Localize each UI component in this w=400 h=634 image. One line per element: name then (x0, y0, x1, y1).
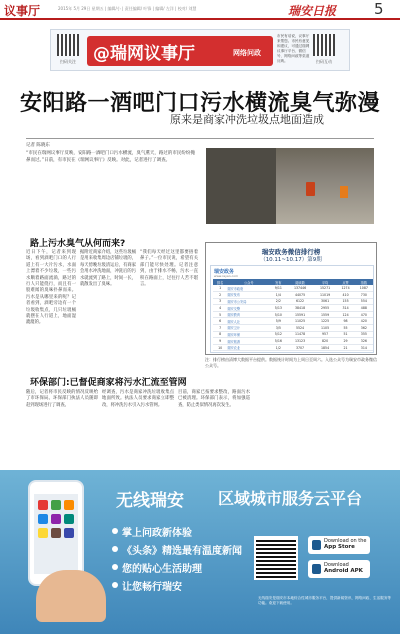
ranking-account-name: 瑞安环保 (227, 331, 270, 338)
ranking-account-name: 瑞安市公安局 (227, 298, 270, 305)
android-small: Download (324, 562, 349, 568)
ranking-cell: 9/11 (270, 285, 286, 292)
ranking-cell: 470 (355, 311, 373, 318)
ranking-cell: 5/12 (270, 331, 286, 338)
bullet-icon (112, 582, 118, 588)
section1-title: 路上污水臭气从何而来? (30, 239, 126, 249)
ranking-cell: 5/9 (270, 318, 286, 325)
section2-col1: 随后，记者将市民反映的情况反映给了市环保局。环保部门执法人员随即赶到现场进行了调查。 (26, 390, 98, 408)
ranking-cell: 6 (213, 318, 227, 325)
qr-caption-right: 扫码互动 (316, 59, 332, 64)
issue-meta: 2015年 5月 29日 星期五 | 编辑/小 | 责任编辑/ 叶锋 | 编辑/ 左洋 | 校对/ 刘慧 (58, 6, 197, 11)
ranking-row (213, 298, 373, 305)
section1-col1: 近日下午，记者来到现场，看到酒吧门口的人行道上有一大片污水，水面上漂着不少垃圾，一些污水顺着路面流淌，路过的行人只能绕行，而且有一股难闻的臭味扑鼻而来。污水是从哪里来的呢？记者看到，酒吧旁边有一个垃圾收集点，几只垃圾桶就摆在人行道上，地面湿漉漉的。 (26, 250, 76, 326)
banner-blurb: 市民有话说，议事厅来帮您。市民有意见和建议，可通过瑞网议事厅平台、微信号、网络问政等渠道反映。 (277, 34, 310, 63)
qr-code-icon (57, 34, 79, 56)
wechat-ranking-box (205, 242, 377, 355)
ranking-cell: 124 (336, 311, 354, 318)
ranking-row (213, 331, 373, 338)
page-header (0, 0, 400, 20)
section1-col3: “我们每天经过这里都要捂着鼻子。”一位市民说，希望有关部门能尽快处理。记者注意到，由于排水不畅，污水一直积在路面上，过往行人苦不堪言。 (140, 250, 198, 288)
ranking-row (213, 325, 373, 332)
ranking-cell: 4 (213, 305, 227, 312)
ad-footer-text: 无线瑞安是瑞安市本地综合性城市服务平台，提供新闻资讯、网络问政、生活服务等功能。欢迎下载使用。 (258, 596, 391, 606)
divider (26, 138, 374, 139)
page-number: 5 (374, 0, 384, 18)
section2-col2: 经调查，污水是商家冲洗垃圾收集点地面所致。执法人员要求商家立即整改，将冲洗污水引入污水管网。 (102, 390, 174, 408)
ranking-cell: 3707 (286, 344, 313, 351)
ranking-cell: 326 (355, 338, 373, 345)
ranking-row (213, 311, 373, 318)
ranking-cell: 1087 (355, 285, 373, 292)
ranking-row (213, 292, 373, 299)
ad-title-brand: 无线瑞安 (116, 491, 184, 511)
hand-illustration (36, 570, 106, 622)
ranking-column-header: 点赞 (336, 279, 354, 285)
section2-title: 环保部门:已督促商家将污水汇流至管网 (30, 378, 187, 388)
banner-logo-text: @瑞网议事厅 (93, 44, 195, 64)
ranking-cell: 5 (213, 311, 227, 318)
ranking-cell: 7 (213, 325, 227, 332)
app-store-label: App Store (324, 544, 355, 550)
ranking-cell: 3 (213, 298, 227, 305)
article-headline: 安阳路一酒吧门口污水横流臭气弥漫 (19, 91, 380, 116)
ranking-cell: 98 (336, 318, 354, 325)
ranking-cell: 1/2 (270, 344, 286, 351)
ranking-cell: 11478 (286, 331, 313, 338)
ranking-cell: 29 (336, 338, 354, 345)
ranking-cell: 15271 (314, 285, 337, 292)
ranking-note: 注：排行榜由清博大数据平台提供。数据统计时间为上周日至周六。入选公众号为瑞安市政务微信公众号。 (205, 357, 377, 368)
ad-feature: 您的贴心生活助理 (122, 564, 202, 575)
ranking-cell: 8 (213, 331, 227, 338)
ranking-cell: 488 (355, 305, 373, 312)
bullet-icon (112, 528, 118, 534)
qr-code-icon (313, 34, 335, 56)
qr-caption-left: 扫码关注 (60, 59, 76, 64)
ranking-cell: 55 (336, 325, 354, 332)
ranking-cell: 410 (336, 292, 354, 299)
ranking-cell: 1105 (314, 325, 337, 332)
ranking-row (213, 318, 373, 325)
ranking-cell: 44075 (286, 292, 313, 299)
ranking-period: （10.11~10.17）第9期 (260, 257, 322, 263)
ranking-cell: 1 (213, 285, 227, 292)
ranking-cell: 51 (336, 331, 354, 338)
ranking-cell: 6122 (286, 298, 313, 305)
article-intro: “市民在瑞网议事厅反映，安阳路一酒吧门口污水横流，臭气熏天，路过的市民纷纷掩鼻而过。”日前，有市民在《瑞网议事厅》反映。对此，记者进行了调查。 (26, 151, 195, 163)
photo-wall (206, 148, 276, 224)
ranking-cell: 5524 (286, 325, 313, 332)
ranking-cell: 38418 (286, 305, 313, 312)
ranking-cell: 2955 (314, 305, 337, 312)
ranking-cell: 355 (355, 331, 373, 338)
ranking-cell: 11019 (314, 292, 337, 299)
ranking-title: 瑞安政务微信排行榜 (261, 248, 321, 256)
ranking-cell: 314 (336, 305, 354, 312)
ranking-account-name: 瑞安发布 (227, 292, 270, 299)
app-store-button[interactable] (308, 536, 370, 554)
ranking-cell: 1854 (314, 344, 337, 351)
newspaper-brand: 瑞安日报 (288, 4, 337, 18)
ad-title-main: 区域城市服务云平台 (218, 489, 363, 508)
ranking-table (213, 279, 373, 351)
ranking-row (213, 338, 373, 345)
ranking-cell: 314 (355, 344, 373, 351)
section-title: 议事厅 (4, 4, 41, 18)
ranking-cell: 155 (336, 298, 354, 305)
ranking-row (213, 344, 373, 351)
ranking-row (213, 305, 373, 312)
ranking-cell: 5/10 (270, 311, 286, 318)
ranking-account-name: 瑞安市政府 (227, 285, 270, 292)
ad-feature: 让您畅行瑞安 (122, 582, 182, 593)
article-byline: 记者 陈晓东 (26, 143, 50, 148)
ranking-logo: 瑞安政务 (214, 269, 235, 275)
ranking-column-header: 发布 (270, 279, 286, 285)
ranking-cell: 1/4 (270, 292, 286, 299)
ranking-cell: 3061 (314, 298, 337, 305)
photo-bucket (306, 182, 315, 196)
ranking-cell: 15591 (286, 311, 313, 318)
ruiwang-banner[interactable] (50, 29, 350, 71)
ranking-cell: 5/13 (270, 305, 286, 312)
ranking-cell: 10 (213, 344, 227, 351)
ranking-account-name: 瑞安旅游 (227, 338, 270, 345)
ranking-panel (210, 265, 374, 353)
ranking-cell: 1225 (314, 318, 337, 325)
photo-cone (340, 186, 348, 198)
ranking-cell: 2 (213, 292, 227, 299)
ranking-cell: 420 (355, 318, 373, 325)
phone-screen (34, 494, 78, 574)
ranking-column-header: 公众号 (227, 279, 270, 285)
app-store-small: Download on the (324, 538, 367, 544)
ranking-column-header: 排名 (213, 279, 227, 285)
ranking-account-name: 瑞安交警 (227, 305, 270, 312)
advertisement[interactable] (0, 470, 400, 634)
ranking-cell: 730 (355, 292, 373, 299)
ranking-account-name: 瑞安人社 (227, 318, 270, 325)
ranking-cell: 362 (355, 325, 373, 332)
bullet-icon (112, 546, 118, 552)
article-subhead: 原来是商家冲洗垃圾点地面造成 (170, 113, 324, 126)
section1-col2: 据附近商家介绍，这些垃圾桶是用来收集周边店铺垃圾的，每天傍晚垃圾清运后，有商家会用水冲洗地面，冲洗后的污水就流到了路上，时间一长，就散发出了臭味。 (80, 250, 136, 288)
android-download-button[interactable] (308, 560, 370, 578)
article-photo (206, 148, 374, 224)
ranking-cell: 3/5 (270, 325, 286, 332)
bullet-icon (112, 564, 118, 570)
ranking-column-header: 平均 (314, 279, 337, 285)
ranking-account-name: 瑞安教育 (227, 311, 270, 318)
banner-logo-sub: 网络问政 (233, 49, 261, 57)
ranking-cell: 554 (355, 298, 373, 305)
ranking-row (213, 285, 373, 292)
ranking-cell: 13123 (286, 338, 313, 345)
ranking-account-name: 瑞安卫计 (227, 325, 270, 332)
ranking-cell: 5/16 (270, 338, 286, 345)
ad-feature: 《头条》精选最有温度新闻 (122, 546, 242, 557)
ranking-cell: 1559 (314, 311, 337, 318)
ranking-cell: 820 (314, 338, 337, 345)
ranking-cell: 137446 (286, 285, 313, 292)
ad-feature: 掌上问政新体验 (122, 528, 192, 539)
ranking-cell: 2/2 (270, 298, 286, 305)
ranking-cell: 1274 (336, 285, 354, 292)
ranking-logo-sub: www.rayan.com (214, 274, 238, 278)
ranking-column-header: 指数 (355, 279, 373, 285)
ranking-column-header: 阅读数 (286, 279, 313, 285)
ranking-account-name: 瑞安农业 (227, 344, 270, 351)
android-label: Android APK (324, 568, 363, 574)
ranking-cell: 957 (314, 331, 337, 338)
ranking-cell: 21 (336, 344, 354, 351)
download-qr-code-icon[interactable] (254, 536, 298, 580)
ranking-cell: 9 (213, 338, 227, 345)
section2-col3: 目前，商家已按要求整改，路面污水已被清理。环保部门表示，将加强巡查，防止类似情况再次发生。 (178, 390, 250, 408)
ranking-cell: 11025 (286, 318, 313, 325)
